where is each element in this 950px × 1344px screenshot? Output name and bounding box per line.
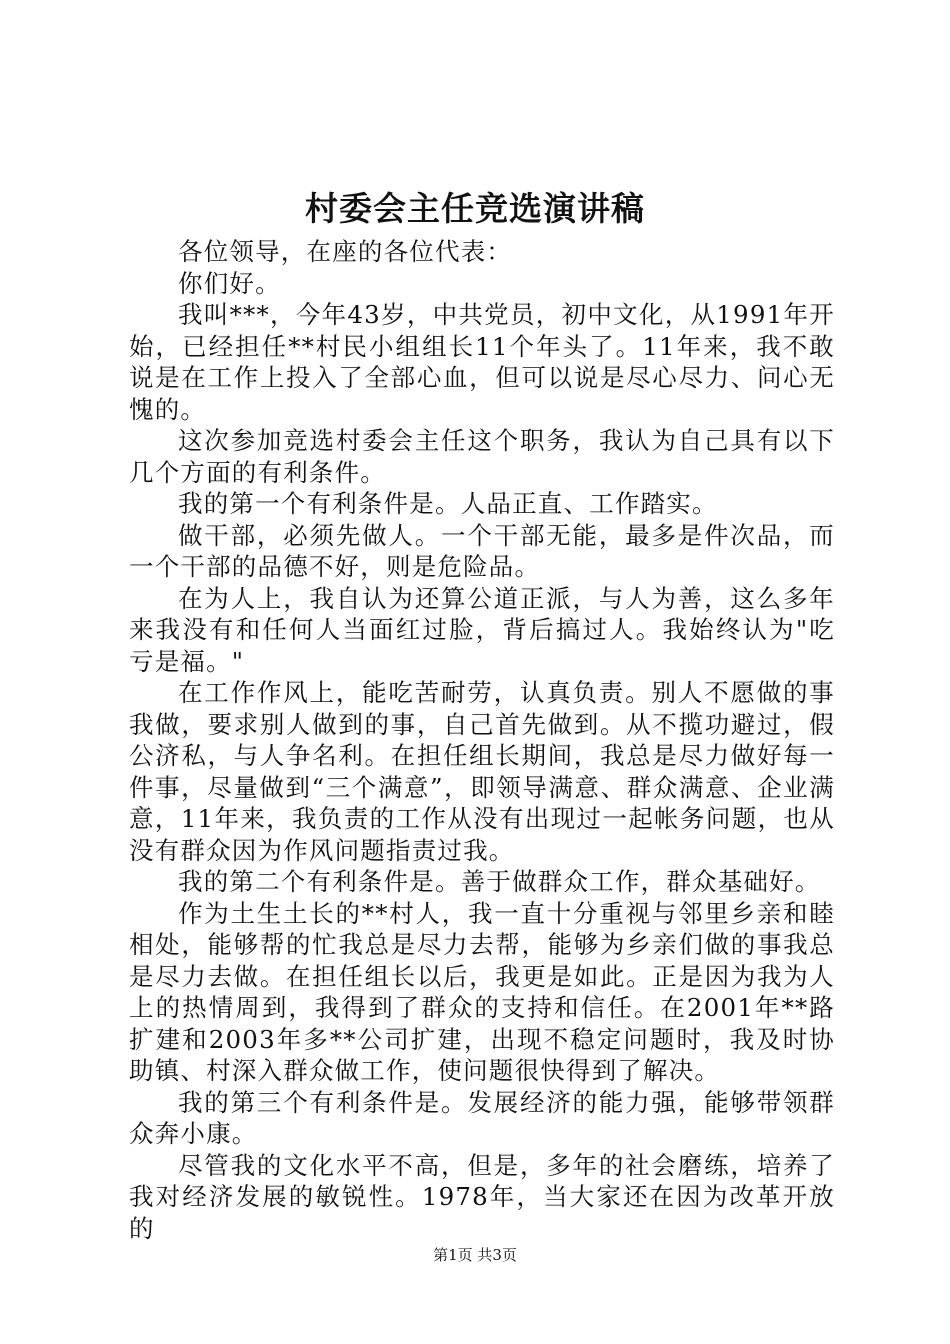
paragraph-6: 做干部，必须先做人。一个干部无能，最多是件次品，而一个干部的品德不好，则是危险品。 [129,520,835,581]
paragraph-10: 作为土生土长的**村人，我一直十分重视与邻里乡亲和睦相处，能够帮的忙我总是尽力去帮，能够为乡亲们做的事我总是尽力去做。在担任组长以后，我更是如此。正是因为我为人上的热情周到，我得到了群众的支持和信任。在2001年**路扩建和2003年多**公司扩建，出现不稳定问题时，我及时协助镇、村深入群众做工作，使问题很快得到了解决。 [129,898,835,1085]
paragraph-11: 我的第三个有利条件是。发展经济的能力强，能够带领群众奔小康。 [129,1087,835,1148]
document-body [129,236,835,1244]
paragraph-5: 我的第一个有利条件是。人品正直、工作踏实。 [178,489,718,518]
paragraph-4: 这次参加竞选村委会主任这个职务，我认为自己具有以下几个方面的有利条件。 [129,426,835,487]
paragraph-1: 各位领导，在座的各位代表： [178,237,513,266]
paragraph-7: 在为人上，我自认为还算公道正派，与人为善，这么多年来我没有和任何人当面红过脸，背后搞过人。我始终认为"吃亏是福。" [129,583,835,676]
paragraph-9: 我的第二个有利条件是。善于做群众工作，群众基础好。 [178,867,821,896]
paragraph-2: 你们好。 [178,268,281,298]
paragraph-3: 我叫***，今年43岁，中共党员，初中文化，从1991年开始，已经担任**村民小组组长11个年头了。11年来，我不敢说是在工作上投入了全部心血，但可以说是尽心尽力、问心无愧的。 [129,300,835,424]
page-number-footer: 第1页 共3页 [433,1246,517,1264]
document-title: 村委会主任竞选演讲稿 [305,189,645,228]
paragraph-8: 在工作作风上，能吃苦耐劳，认真负责。别人不愿做的事我做，要求别人做到的事，自己首先做到。从不揽功避过，假公济私，与人争名利。在担任组长期间，我总是尽力做好每一件事，尽量做到“三个满意”，即领导满意、群众满意、企业满意，11年来，我负责的工作从没有出现过一起帐务问题，也从没有群众因为作风问题指责过我。 [129,678,835,865]
paragraph-12: 尽管我的文化水平不高，但是，多年的社会磨练，培养了我对经济发展的敏锐性。1978年，当大家还在因为改革开放的 [129,1150,835,1243]
